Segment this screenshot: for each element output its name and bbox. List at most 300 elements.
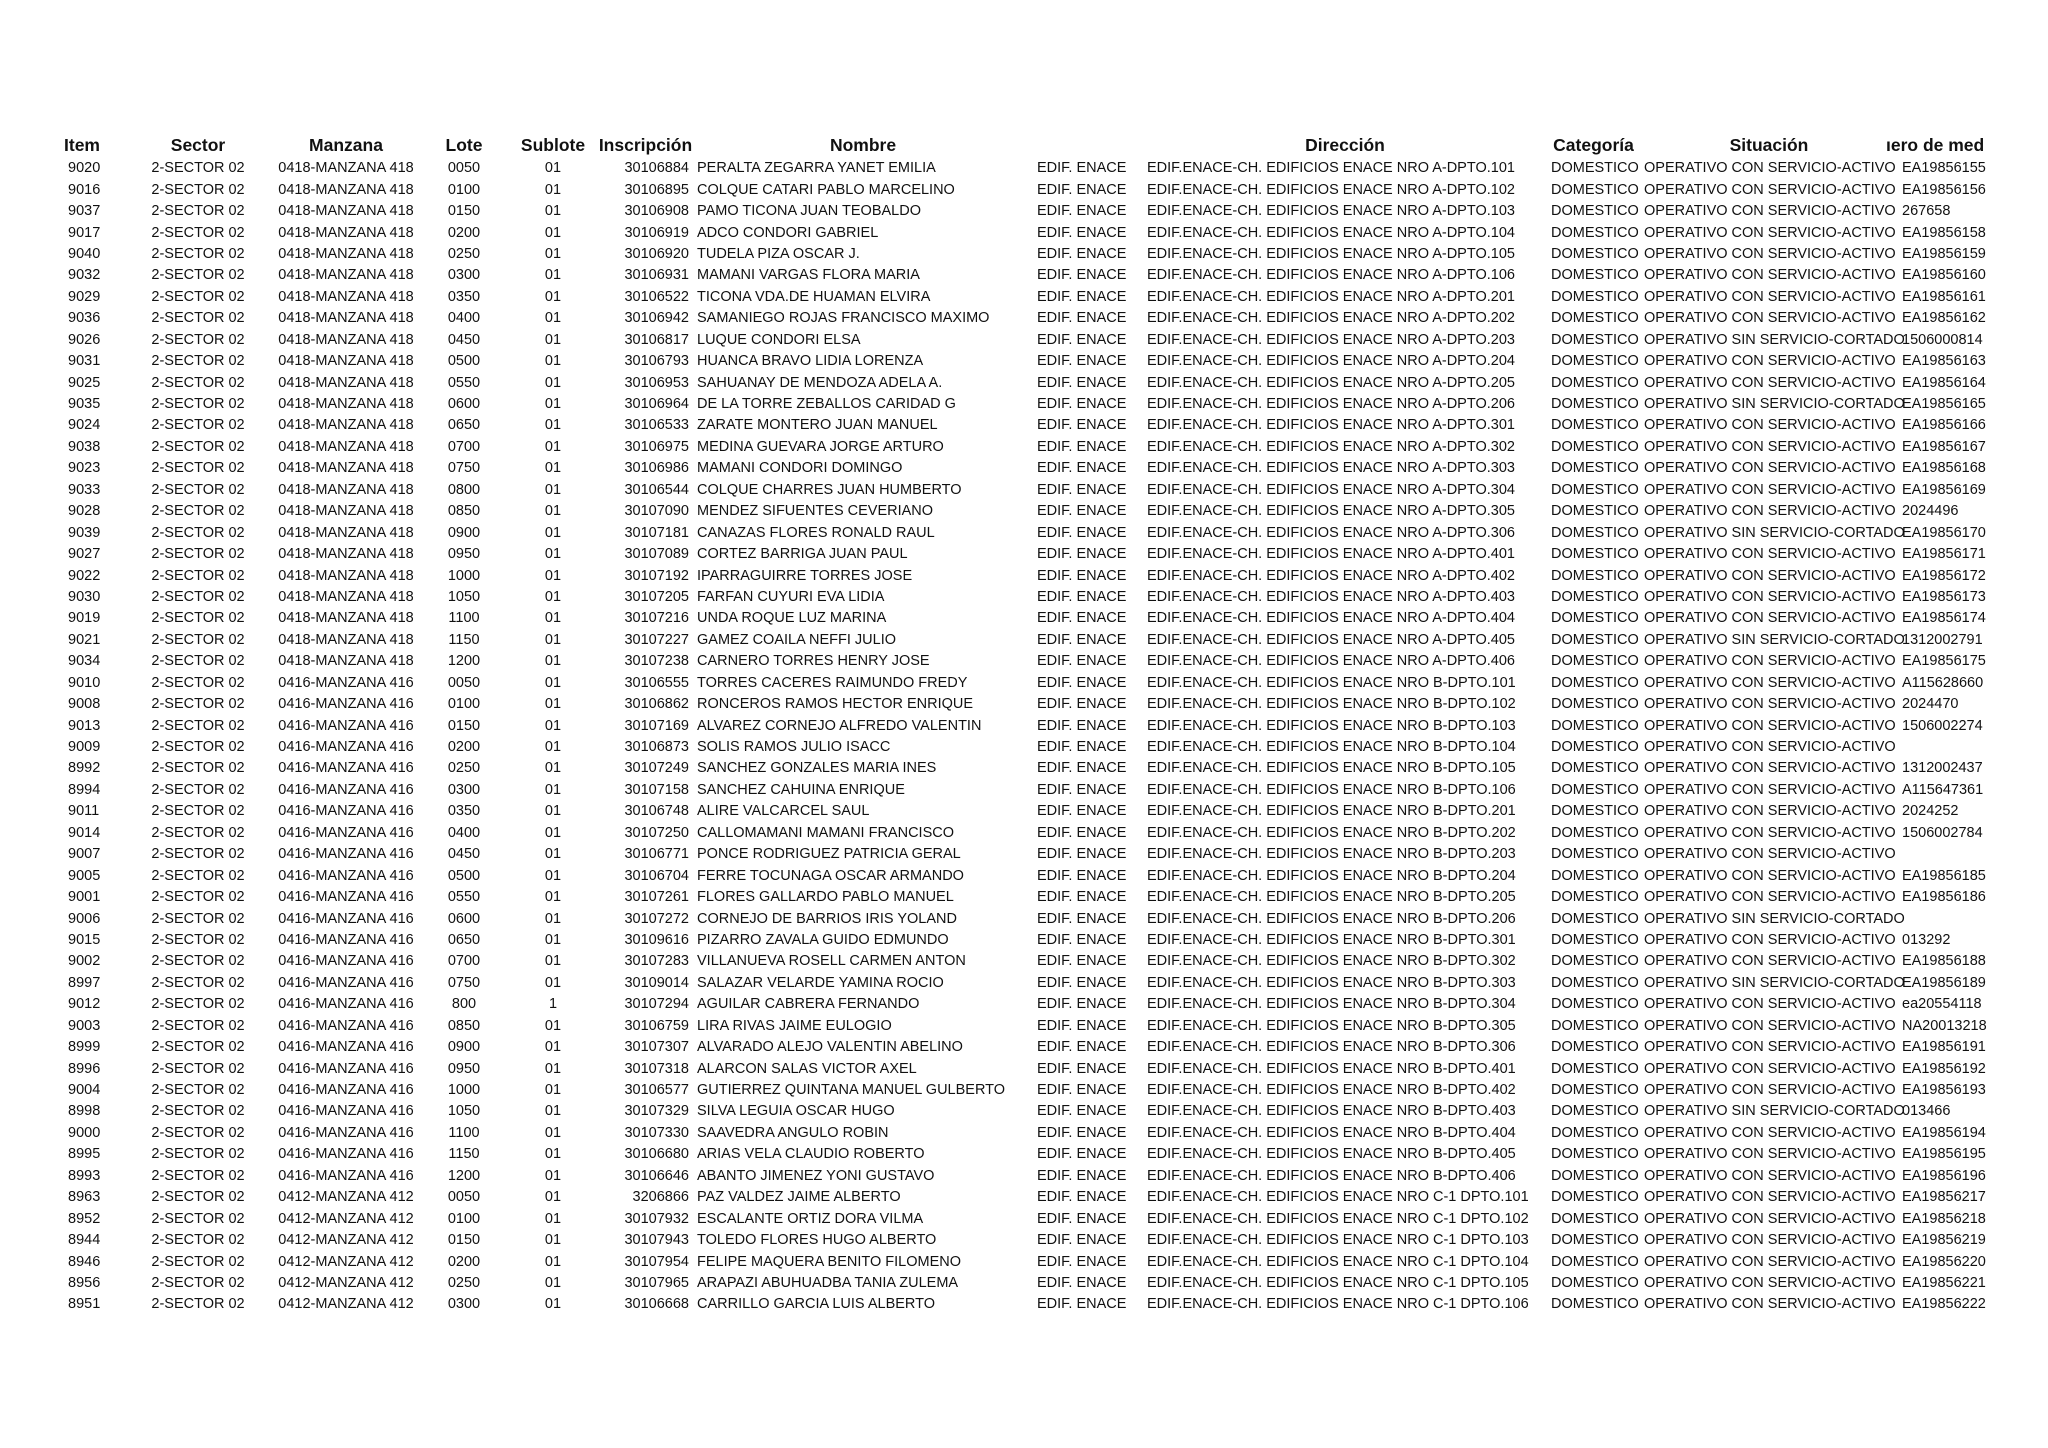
cell-categoria: DOMESTICO xyxy=(1551,931,1639,948)
cell-sector: 2-SECTOR 02 xyxy=(151,1060,245,1077)
table-row xyxy=(64,1251,2024,1272)
cell-direccion: EDIF.ENACE-CH. EDIFICIOS ENACE NRO A-DPTO.401 xyxy=(1147,546,1515,563)
cell-inscripcion: 30106577 xyxy=(624,1082,689,1099)
cell-item: 9039 xyxy=(68,524,101,541)
cell-sector: 2-SECTOR 02 xyxy=(151,674,245,691)
table-row xyxy=(64,1101,2024,1122)
table-row xyxy=(64,608,2024,629)
cell-situacion: OPERATIVO CON SERVICIO-ACTIVO xyxy=(1644,781,1896,798)
cell-manzana: 0416-MANZANA 416 xyxy=(278,931,414,948)
cell-inscripcion: 30107932 xyxy=(624,1210,689,1227)
cell-item: 9029 xyxy=(68,288,101,305)
cell-categoria: DOMESTICO xyxy=(1551,374,1639,391)
table-row xyxy=(64,951,2024,972)
cell-item: 8956 xyxy=(68,1274,101,1291)
cell-inscripcion: 30106668 xyxy=(624,1296,689,1313)
cell-categoria: DOMESTICO xyxy=(1551,803,1639,820)
cell-manzana: 0418-MANZANA 418 xyxy=(278,417,414,434)
cell-item: 9036 xyxy=(68,310,101,327)
cell-nombre: MAMANI VARGAS FLORA MARIA xyxy=(697,267,920,284)
cell-lote: 0450 xyxy=(447,846,481,863)
cell-edificio: EDIF. ENACE xyxy=(1037,546,1127,563)
cell-categoria: DOMESTICO xyxy=(1551,1082,1639,1099)
cell-categoria: DOMESTICO xyxy=(1551,288,1639,305)
cell-sublote: 01 xyxy=(544,310,562,327)
cell-edificio: EDIF. ENACE xyxy=(1037,717,1127,734)
cell-numero-medidor: 1506000814 xyxy=(1902,331,1983,348)
cell-numero-medidor: EA19856169 xyxy=(1902,481,1986,498)
cell-numero-medidor: 1506002784 xyxy=(1902,824,1983,841)
cell-categoria: DOMESTICO xyxy=(1551,631,1639,648)
cell-sublote: 01 xyxy=(544,1296,562,1313)
cell-inscripcion: 30106919 xyxy=(624,224,689,241)
cell-lote: 0850 xyxy=(447,503,481,520)
cell-sector: 2-SECTOR 02 xyxy=(151,417,245,434)
cell-inscripcion: 30109014 xyxy=(624,974,689,991)
cell-sublote: 01 xyxy=(544,1189,562,1206)
cell-situacion: OPERATIVO CON SERVICIO-ACTIVO xyxy=(1644,717,1896,734)
cell-edificio: EDIF. ENACE xyxy=(1037,374,1127,391)
cell-nombre: CANAZAS FLORES RONALD RAUL xyxy=(697,524,935,541)
cell-nombre: ALARCON SALAS VICTOR AXEL xyxy=(697,1060,917,1077)
cell-situacion: OPERATIVO CON SERVICIO-ACTIVO xyxy=(1644,288,1896,305)
cell-sublote: 01 xyxy=(544,953,562,970)
cell-manzana: 0416-MANZANA 416 xyxy=(278,953,414,970)
cell-categoria: DOMESTICO xyxy=(1551,1146,1639,1163)
cell-situacion: OPERATIVO CON SERVICIO-ACTIVO xyxy=(1644,739,1896,756)
cell-situacion: OPERATIVO CON SERVICIO-ACTIVO xyxy=(1644,160,1896,177)
cell-numero-medidor: EA19856219 xyxy=(1902,1232,1986,1249)
cell-manzana: 0412-MANZANA 412 xyxy=(278,1296,414,1313)
table-row xyxy=(64,394,2024,415)
cell-numero-medidor xyxy=(1898,737,2024,758)
cell-item: 9027 xyxy=(68,546,101,563)
cell-situacion: OPERATIVO CON SERVICIO-ACTIVO xyxy=(1644,1060,1896,1077)
cell-edificio: EDIF. ENACE xyxy=(1037,1189,1127,1206)
cell-inscripcion: 30106646 xyxy=(624,1167,689,1184)
cell-sector: 2-SECTOR 02 xyxy=(151,1189,245,1206)
cell-numero-medidor: EA19856174 xyxy=(1902,610,1986,627)
cell-categoria: DOMESTICO xyxy=(1551,889,1639,906)
cell-categoria: DOMESTICO xyxy=(1551,546,1639,563)
cell-sublote: 01 xyxy=(544,1017,562,1034)
cell-item: 9010 xyxy=(68,674,101,691)
cell-item: 9038 xyxy=(68,438,101,455)
cell-manzana: 0418-MANZANA 418 xyxy=(278,460,414,477)
cell-inscripcion: 30107169 xyxy=(624,717,689,734)
cell-nombre: IPARRAGUIRRE TORRES JOSE xyxy=(697,567,913,584)
cell-inscripcion: 30107954 xyxy=(624,1253,689,1270)
table-header xyxy=(64,132,2024,158)
cell-manzana: 0416-MANZANA 416 xyxy=(278,1017,414,1034)
cell-numero-medidor: 1312002437 xyxy=(1902,760,1983,777)
cell-situacion: OPERATIVO CON SERVICIO-ACTIVO xyxy=(1644,503,1896,520)
cell-item: 9002 xyxy=(68,953,101,970)
cell-categoria: DOMESTICO xyxy=(1551,1189,1639,1206)
cell-categoria: DOMESTICO xyxy=(1551,1253,1639,1270)
cell-inscripcion: 30107307 xyxy=(624,1039,689,1056)
cell-manzana: 0416-MANZANA 416 xyxy=(278,781,414,798)
cell-sublote: 01 xyxy=(544,546,562,563)
table-row xyxy=(64,330,2024,351)
cell-direccion: EDIF.ENACE-CH. EDIFICIOS ENACE NRO B-DPTO.103 xyxy=(1147,717,1516,734)
cell-categoria: DOMESTICO xyxy=(1551,824,1639,841)
cell-sublote: 01 xyxy=(544,974,562,991)
cell-item: 9005 xyxy=(68,867,101,884)
cell-sector: 2-SECTOR 02 xyxy=(151,396,245,413)
table-row xyxy=(64,973,2024,994)
cell-lote: 0050 xyxy=(447,160,481,177)
cell-categoria: DOMESTICO xyxy=(1551,996,1639,1013)
table-row xyxy=(64,415,2024,436)
cell-direccion: EDIF.ENACE-CH. EDIFICIOS ENACE NRO A-DPTO.301 xyxy=(1147,417,1515,434)
cell-nombre: COLQUE CHARRES JUAN HUMBERTO xyxy=(697,481,962,498)
cell-numero-medidor xyxy=(1898,908,2024,929)
cell-categoria: DOMESTICO xyxy=(1551,610,1639,627)
cell-edificio: EDIF. ENACE xyxy=(1037,1082,1127,1099)
cell-numero-medidor: EA19856166 xyxy=(1902,417,1986,434)
cell-inscripcion: 30107192 xyxy=(624,567,689,584)
cell-lote: 0200 xyxy=(447,739,481,756)
column-header-inscripcion: Inscripción xyxy=(598,134,693,155)
cell-item: 9021 xyxy=(68,631,101,648)
table-row xyxy=(64,1230,2024,1251)
cell-sector: 2-SECTOR 02 xyxy=(151,696,245,713)
cell-nombre: MENDEZ SIFUENTES CEVERIANO xyxy=(697,503,934,520)
cell-numero-medidor: 2024470 xyxy=(1902,696,1959,713)
cell-numero-medidor: EA19856173 xyxy=(1902,588,1986,605)
cell-edificio: EDIF. ENACE xyxy=(1037,1039,1127,1056)
cell-manzana: 0416-MANZANA 416 xyxy=(278,824,414,841)
table-row xyxy=(64,651,2024,672)
cell-direccion: EDIF.ENACE-CH. EDIFICIOS ENACE NRO A-DPTO.306 xyxy=(1147,524,1515,541)
cell-sublote: 01 xyxy=(544,245,562,262)
cell-lote: 1050 xyxy=(447,1103,481,1120)
cell-item: 8963 xyxy=(68,1189,101,1206)
cell-nombre: SALAZAR VELARDE YAMINA ROCIO xyxy=(697,974,944,991)
cell-edificio: EDIF. ENACE xyxy=(1037,567,1127,584)
cell-inscripcion: 30106759 xyxy=(624,1017,689,1034)
cell-edificio: EDIF. ENACE xyxy=(1037,996,1127,1013)
table-row xyxy=(64,480,2024,501)
cell-sublote: 01 xyxy=(544,374,562,391)
cell-nombre: ADCO CONDORI GABRIEL xyxy=(697,224,879,241)
cell-sector: 2-SECTOR 02 xyxy=(151,310,245,327)
cell-manzana: 0416-MANZANA 416 xyxy=(278,867,414,884)
cell-direccion: EDIF.ENACE-CH. EDIFICIOS ENACE NRO A-DPTO.302 xyxy=(1147,438,1515,455)
cell-edificio: EDIF. ENACE xyxy=(1037,417,1127,434)
cell-nombre: HUANCA BRAVO LIDIA LORENZA xyxy=(697,353,924,370)
cell-direccion: EDIF.ENACE-CH. EDIFICIOS ENACE NRO B-DPTO.101 xyxy=(1147,674,1516,691)
cell-nombre: TICONA VDA.DE HUAMAN ELVIRA xyxy=(697,288,931,305)
cell-item: 9011 xyxy=(68,803,100,820)
cell-manzana: 0418-MANZANA 418 xyxy=(278,481,414,498)
cell-categoria: DOMESTICO xyxy=(1551,846,1639,863)
cell-direccion: EDIF.ENACE-CH. EDIFICIOS ENACE NRO A-DPTO.204 xyxy=(1147,353,1515,370)
cell-edificio: EDIF. ENACE xyxy=(1037,267,1127,284)
cell-situacion: OPERATIVO CON SERVICIO-ACTIVO xyxy=(1644,996,1896,1013)
cell-item: 9037 xyxy=(68,203,101,220)
cell-numero-medidor: 2024252 xyxy=(1902,803,1959,820)
cell-inscripcion: 30106522 xyxy=(624,288,689,305)
cell-sector: 2-SECTOR 02 xyxy=(151,245,245,262)
cell-categoria: DOMESTICO xyxy=(1551,696,1639,713)
cell-lote: 0200 xyxy=(447,224,481,241)
cell-manzana: 0418-MANZANA 418 xyxy=(278,331,414,348)
cell-direccion: EDIF.ENACE-CH. EDIFICIOS ENACE NRO B-DPTO.306 xyxy=(1147,1039,1516,1056)
cell-sector: 2-SECTOR 02 xyxy=(151,631,245,648)
cell-direccion: EDIF.ENACE-CH. EDIFICIOS ENACE NRO A-DPTO.206 xyxy=(1147,396,1515,413)
cell-sector: 2-SECTOR 02 xyxy=(151,438,245,455)
cell-situacion: OPERATIVO CON SERVICIO-ACTIVO xyxy=(1644,1124,1896,1141)
cell-sector: 2-SECTOR 02 xyxy=(151,1017,245,1034)
cell-edificio: EDIF. ENACE xyxy=(1037,824,1127,841)
cell-sector: 2-SECTOR 02 xyxy=(151,203,245,220)
cell-sector: 2-SECTOR 02 xyxy=(151,1103,245,1120)
cell-numero-medidor: EA19856188 xyxy=(1902,953,1986,970)
cell-situacion: OPERATIVO CON SERVICIO-ACTIVO xyxy=(1644,1232,1896,1249)
cell-sublote: 01 xyxy=(544,331,562,348)
cell-direccion: EDIF.ENACE-CH. EDIFICIOS ENACE NRO A-DPTO.404 xyxy=(1147,610,1515,627)
cell-sublote: 01 xyxy=(544,1210,562,1227)
cell-categoria: DOMESTICO xyxy=(1551,1210,1639,1227)
cell-item: 8944 xyxy=(68,1232,101,1249)
cell-categoria: DOMESTICO xyxy=(1551,438,1639,455)
cell-nombre: SAMANIEGO ROJAS FRANCISCO MAXIMO xyxy=(697,310,990,327)
cell-sector: 2-SECTOR 02 xyxy=(151,889,245,906)
cell-sublote: 01 xyxy=(544,1124,562,1141)
cell-nombre: PONCE RODRIGUEZ PATRICIA GERAL xyxy=(697,846,961,863)
cell-situacion: OPERATIVO CON SERVICIO-ACTIVO xyxy=(1644,1189,1896,1206)
cell-sector: 2-SECTOR 02 xyxy=(151,1296,245,1313)
cell-inscripcion: 30107249 xyxy=(624,760,689,777)
cell-lote: 1200 xyxy=(447,1167,481,1184)
cell-sublote: 01 xyxy=(544,1103,562,1120)
cell-inscripcion: 30106544 xyxy=(624,481,689,498)
cell-inscripcion: 30107283 xyxy=(624,953,689,970)
cell-sublote: 01 xyxy=(544,160,562,177)
cell-manzana: 0418-MANZANA 418 xyxy=(278,438,414,455)
table-row xyxy=(64,458,2024,479)
cell-item: 8946 xyxy=(68,1253,101,1270)
cell-sector: 2-SECTOR 02 xyxy=(151,567,245,584)
cell-numero-medidor: 013292 xyxy=(1902,931,1951,948)
cell-sector: 2-SECTOR 02 xyxy=(151,1082,245,1099)
cell-nombre: DE LA TORRE ZEBALLOS CARIDAD G xyxy=(697,396,956,413)
cell-situacion: OPERATIVO CON SERVICIO-ACTIVO xyxy=(1644,460,1896,477)
cell-edificio: EDIF. ENACE xyxy=(1037,438,1127,455)
cell-sector: 2-SECTOR 02 xyxy=(151,331,245,348)
table-row xyxy=(64,351,2024,372)
cell-direccion: EDIF.ENACE-CH. EDIFICIOS ENACE NRO A-DPTO.203 xyxy=(1147,331,1515,348)
cell-sublote: 01 xyxy=(544,203,562,220)
cell-situacion: OPERATIVO CON SERVICIO-ACTIVO xyxy=(1644,438,1896,455)
cell-situacion: OPERATIVO CON SERVICIO-ACTIVO xyxy=(1644,931,1896,948)
table-row xyxy=(64,1294,2024,1315)
cell-nombre: SILVA LEGUIA OSCAR HUGO xyxy=(697,1103,895,1120)
cell-nombre: PAZ VALDEZ JAIME ALBERTO xyxy=(697,1189,901,1206)
cell-categoria: DOMESTICO xyxy=(1551,760,1639,777)
cell-item: 9033 xyxy=(68,481,101,498)
cell-nombre: LUQUE CONDORI ELSA xyxy=(697,331,861,348)
cell-nombre: TOLEDO FLORES HUGO ALBERTO xyxy=(697,1232,937,1249)
cell-direccion: EDIF.ENACE-CH. EDIFICIOS ENACE NRO A-DPTO.402 xyxy=(1147,567,1515,584)
cell-situacion: OPERATIVO CON SERVICIO-ACTIVO xyxy=(1644,181,1896,198)
cell-lote: 0500 xyxy=(447,353,481,370)
cell-sublote: 01 xyxy=(544,288,562,305)
cell-sector: 2-SECTOR 02 xyxy=(151,803,245,820)
cell-sublote: 01 xyxy=(544,524,562,541)
cell-item: 9032 xyxy=(68,267,101,284)
cell-lote: 0100 xyxy=(447,181,481,198)
cell-direccion: EDIF.ENACE-CH. EDIFICIOS ENACE NRO A-DPTO.104 xyxy=(1147,224,1515,241)
cell-manzana: 0416-MANZANA 416 xyxy=(278,974,414,991)
table-row xyxy=(64,1058,2024,1079)
cell-direccion: EDIF.ENACE-CH. EDIFICIOS ENACE NRO B-DPTO.102 xyxy=(1147,696,1516,713)
cell-situacion: OPERATIVO CON SERVICIO-ACTIVO xyxy=(1644,310,1896,327)
cell-situacion: OPERATIVO CON SERVICIO-ACTIVO xyxy=(1644,824,1896,841)
cell-inscripcion: 30107205 xyxy=(624,588,689,605)
cell-inscripcion: 30106986 xyxy=(624,460,689,477)
cell-nombre: SAAVEDRA ANGULO ROBIN xyxy=(697,1124,889,1141)
cell-lote: 0900 xyxy=(447,524,481,541)
table-row xyxy=(64,544,2024,565)
cell-direccion: EDIF.ENACE-CH. EDIFICIOS ENACE NRO C-1 DPTO.103 xyxy=(1147,1232,1529,1249)
cell-nombre: ALVARADO ALEJO VALENTIN ABELINO xyxy=(697,1039,963,1056)
cell-manzana: 0418-MANZANA 418 xyxy=(278,353,414,370)
cell-lote: 0950 xyxy=(447,546,481,563)
cell-situacion: OPERATIVO CON SERVICIO-ACTIVO xyxy=(1644,1082,1896,1099)
cell-numero-medidor: EA19856156 xyxy=(1902,181,1986,198)
cell-situacion: OPERATIVO CON SERVICIO-ACTIVO xyxy=(1644,1210,1896,1227)
table-row xyxy=(64,673,2024,694)
cell-categoria: DOMESTICO xyxy=(1551,1017,1639,1034)
cell-manzana: 0418-MANZANA 418 xyxy=(278,245,414,262)
cell-inscripcion: 30106920 xyxy=(624,245,689,262)
cell-nombre: CARRILLO GARCIA LUIS ALBERTO xyxy=(697,1296,935,1313)
cell-manzana: 0416-MANZANA 416 xyxy=(278,1124,414,1141)
cell-inscripcion: 30106931 xyxy=(624,267,689,284)
cell-sector: 2-SECTOR 02 xyxy=(151,267,245,284)
cell-edificio: EDIF. ENACE xyxy=(1037,1017,1127,1034)
table-row xyxy=(64,1187,2024,1208)
cell-nombre: COLQUE CATARI PABLO MARCELINO xyxy=(697,181,955,198)
cell-nombre: CORNEJO DE BARRIOS IRIS YOLAND xyxy=(697,910,957,927)
cell-sublote: 01 xyxy=(544,1232,562,1249)
column-header-direccion: Dirección xyxy=(1305,134,1385,155)
cell-inscripcion: 30106908 xyxy=(624,203,689,220)
cell-edificio: EDIF. ENACE xyxy=(1037,610,1127,627)
cell-lote: 0850 xyxy=(447,1017,481,1034)
cell-edificio: EDIF. ENACE xyxy=(1037,1146,1127,1163)
cell-inscripcion: 30107227 xyxy=(624,631,689,648)
cell-numero-medidor: EA19856194 xyxy=(1902,1124,1986,1141)
cell-sector: 2-SECTOR 02 xyxy=(151,374,245,391)
cell-manzana: 0418-MANZANA 418 xyxy=(278,160,414,177)
cell-sublote: 01 xyxy=(544,588,562,605)
cell-nombre: MEDINA GUEVARA JORGE ARTURO xyxy=(697,438,944,455)
cell-direccion: EDIF.ENACE-CH. EDIFICIOS ENACE NRO A-DPTO.105 xyxy=(1147,245,1515,262)
cell-manzana: 0418-MANZANA 418 xyxy=(278,610,414,627)
cell-inscripcion: 30106704 xyxy=(624,867,689,884)
column-header-blank xyxy=(1033,132,1143,158)
cell-inscripcion: 30106555 xyxy=(624,674,689,691)
cell-numero-medidor: EA19856161 xyxy=(1902,288,1986,305)
cell-sublote: 01 xyxy=(544,1253,562,1270)
cell-inscripcion: 30107089 xyxy=(624,546,689,563)
cell-numero-medidor: EA19856158 xyxy=(1902,224,1986,241)
cell-nombre: ESCALANTE ORTIZ DORA VILMA xyxy=(697,1210,924,1227)
cell-sublote: 01 xyxy=(544,481,562,498)
cell-numero-medidor: EA19856186 xyxy=(1902,889,1986,906)
cell-inscripcion: 30107943 xyxy=(624,1232,689,1249)
table-row xyxy=(64,1037,2024,1058)
cell-sublote: 01 xyxy=(544,739,562,756)
cell-situacion: OPERATIVO CON SERVICIO-ACTIVO xyxy=(1644,1296,1896,1313)
cell-inscripcion: 30107250 xyxy=(624,824,689,841)
cell-item: 9040 xyxy=(68,245,101,262)
cell-situacion: OPERATIVO SIN SERVICIO-CORTADO xyxy=(1644,524,1905,541)
cell-nombre: TORRES CACERES RAIMUNDO FREDY xyxy=(697,674,968,691)
cell-situacion: OPERATIVO CON SERVICIO-ACTIVO xyxy=(1644,417,1896,434)
cell-edificio: EDIF. ENACE xyxy=(1037,288,1127,305)
cell-lote: 0550 xyxy=(447,889,481,906)
cell-sublote: 01 xyxy=(544,1146,562,1163)
cell-item: 8992 xyxy=(68,760,101,777)
cell-lote: 0150 xyxy=(447,717,481,734)
table-row xyxy=(64,865,2024,886)
cell-numero-medidor: A115647361 xyxy=(1902,781,1984,798)
cell-numero-medidor: EA19856171 xyxy=(1902,546,1986,563)
cell-edificio: EDIF. ENACE xyxy=(1037,867,1127,884)
cell-nombre: PERALTA ZEGARRA YANET EMILIA xyxy=(697,160,936,177)
cell-nombre: FELIPE MAQUERA BENITO FILOMENO xyxy=(697,1253,962,1270)
cell-lote: 0350 xyxy=(447,288,481,305)
cell-numero-medidor: EA19856168 xyxy=(1902,460,1986,477)
cell-manzana: 0418-MANZANA 418 xyxy=(278,546,414,563)
cell-manzana: 0418-MANZANA 418 xyxy=(278,310,414,327)
cell-direccion: EDIF.ENACE-CH. EDIFICIOS ENACE NRO B-DPTO.301 xyxy=(1147,931,1516,948)
cell-situacion: OPERATIVO SIN SERVICIO-CORTADO xyxy=(1644,331,1905,348)
cell-item: 8998 xyxy=(68,1103,101,1120)
cell-lote: 0950 xyxy=(447,1060,481,1077)
cell-manzana: 0416-MANZANA 416 xyxy=(278,996,414,1013)
cell-situacion: OPERATIVO CON SERVICIO-ACTIVO xyxy=(1644,1146,1896,1163)
cell-manzana: 0416-MANZANA 416 xyxy=(278,910,414,927)
cell-sector: 2-SECTOR 02 xyxy=(151,760,245,777)
cell-lote: 0300 xyxy=(447,781,481,798)
cell-manzana: 0418-MANZANA 418 xyxy=(278,653,414,670)
cell-numero-medidor: EA19856192 xyxy=(1902,1060,1986,1077)
cell-manzana: 0412-MANZANA 412 xyxy=(278,1232,414,1249)
cell-item: 8993 xyxy=(68,1167,101,1184)
cell-sublote: 01 xyxy=(544,653,562,670)
cell-numero-medidor: NA20013218 xyxy=(1902,1017,1987,1034)
cell-categoria: DOMESTICO xyxy=(1551,910,1639,927)
cell-nombre: PAMO TICONA JUAN TEOBALDO xyxy=(697,203,921,220)
cell-numero-medidor: 267658 xyxy=(1902,203,1951,220)
cell-numero-medidor: EA19856159 xyxy=(1902,245,1986,262)
cell-sector: 2-SECTOR 02 xyxy=(151,846,245,863)
cell-direccion: EDIF.ENACE-CH. EDIFICIOS ENACE NRO B-DPTO.201 xyxy=(1147,803,1516,820)
cell-lote: 0600 xyxy=(447,910,481,927)
cell-situacion: OPERATIVO CON SERVICIO-ACTIVO xyxy=(1644,481,1896,498)
cell-numero-medidor: EA19856175 xyxy=(1902,653,1986,670)
cell-direccion: EDIF.ENACE-CH. EDIFICIOS ENACE NRO A-DPTO.201 xyxy=(1147,288,1515,305)
cell-sector: 2-SECTOR 02 xyxy=(151,931,245,948)
cell-lote: 0500 xyxy=(447,867,481,884)
cell-item: 9023 xyxy=(68,460,101,477)
